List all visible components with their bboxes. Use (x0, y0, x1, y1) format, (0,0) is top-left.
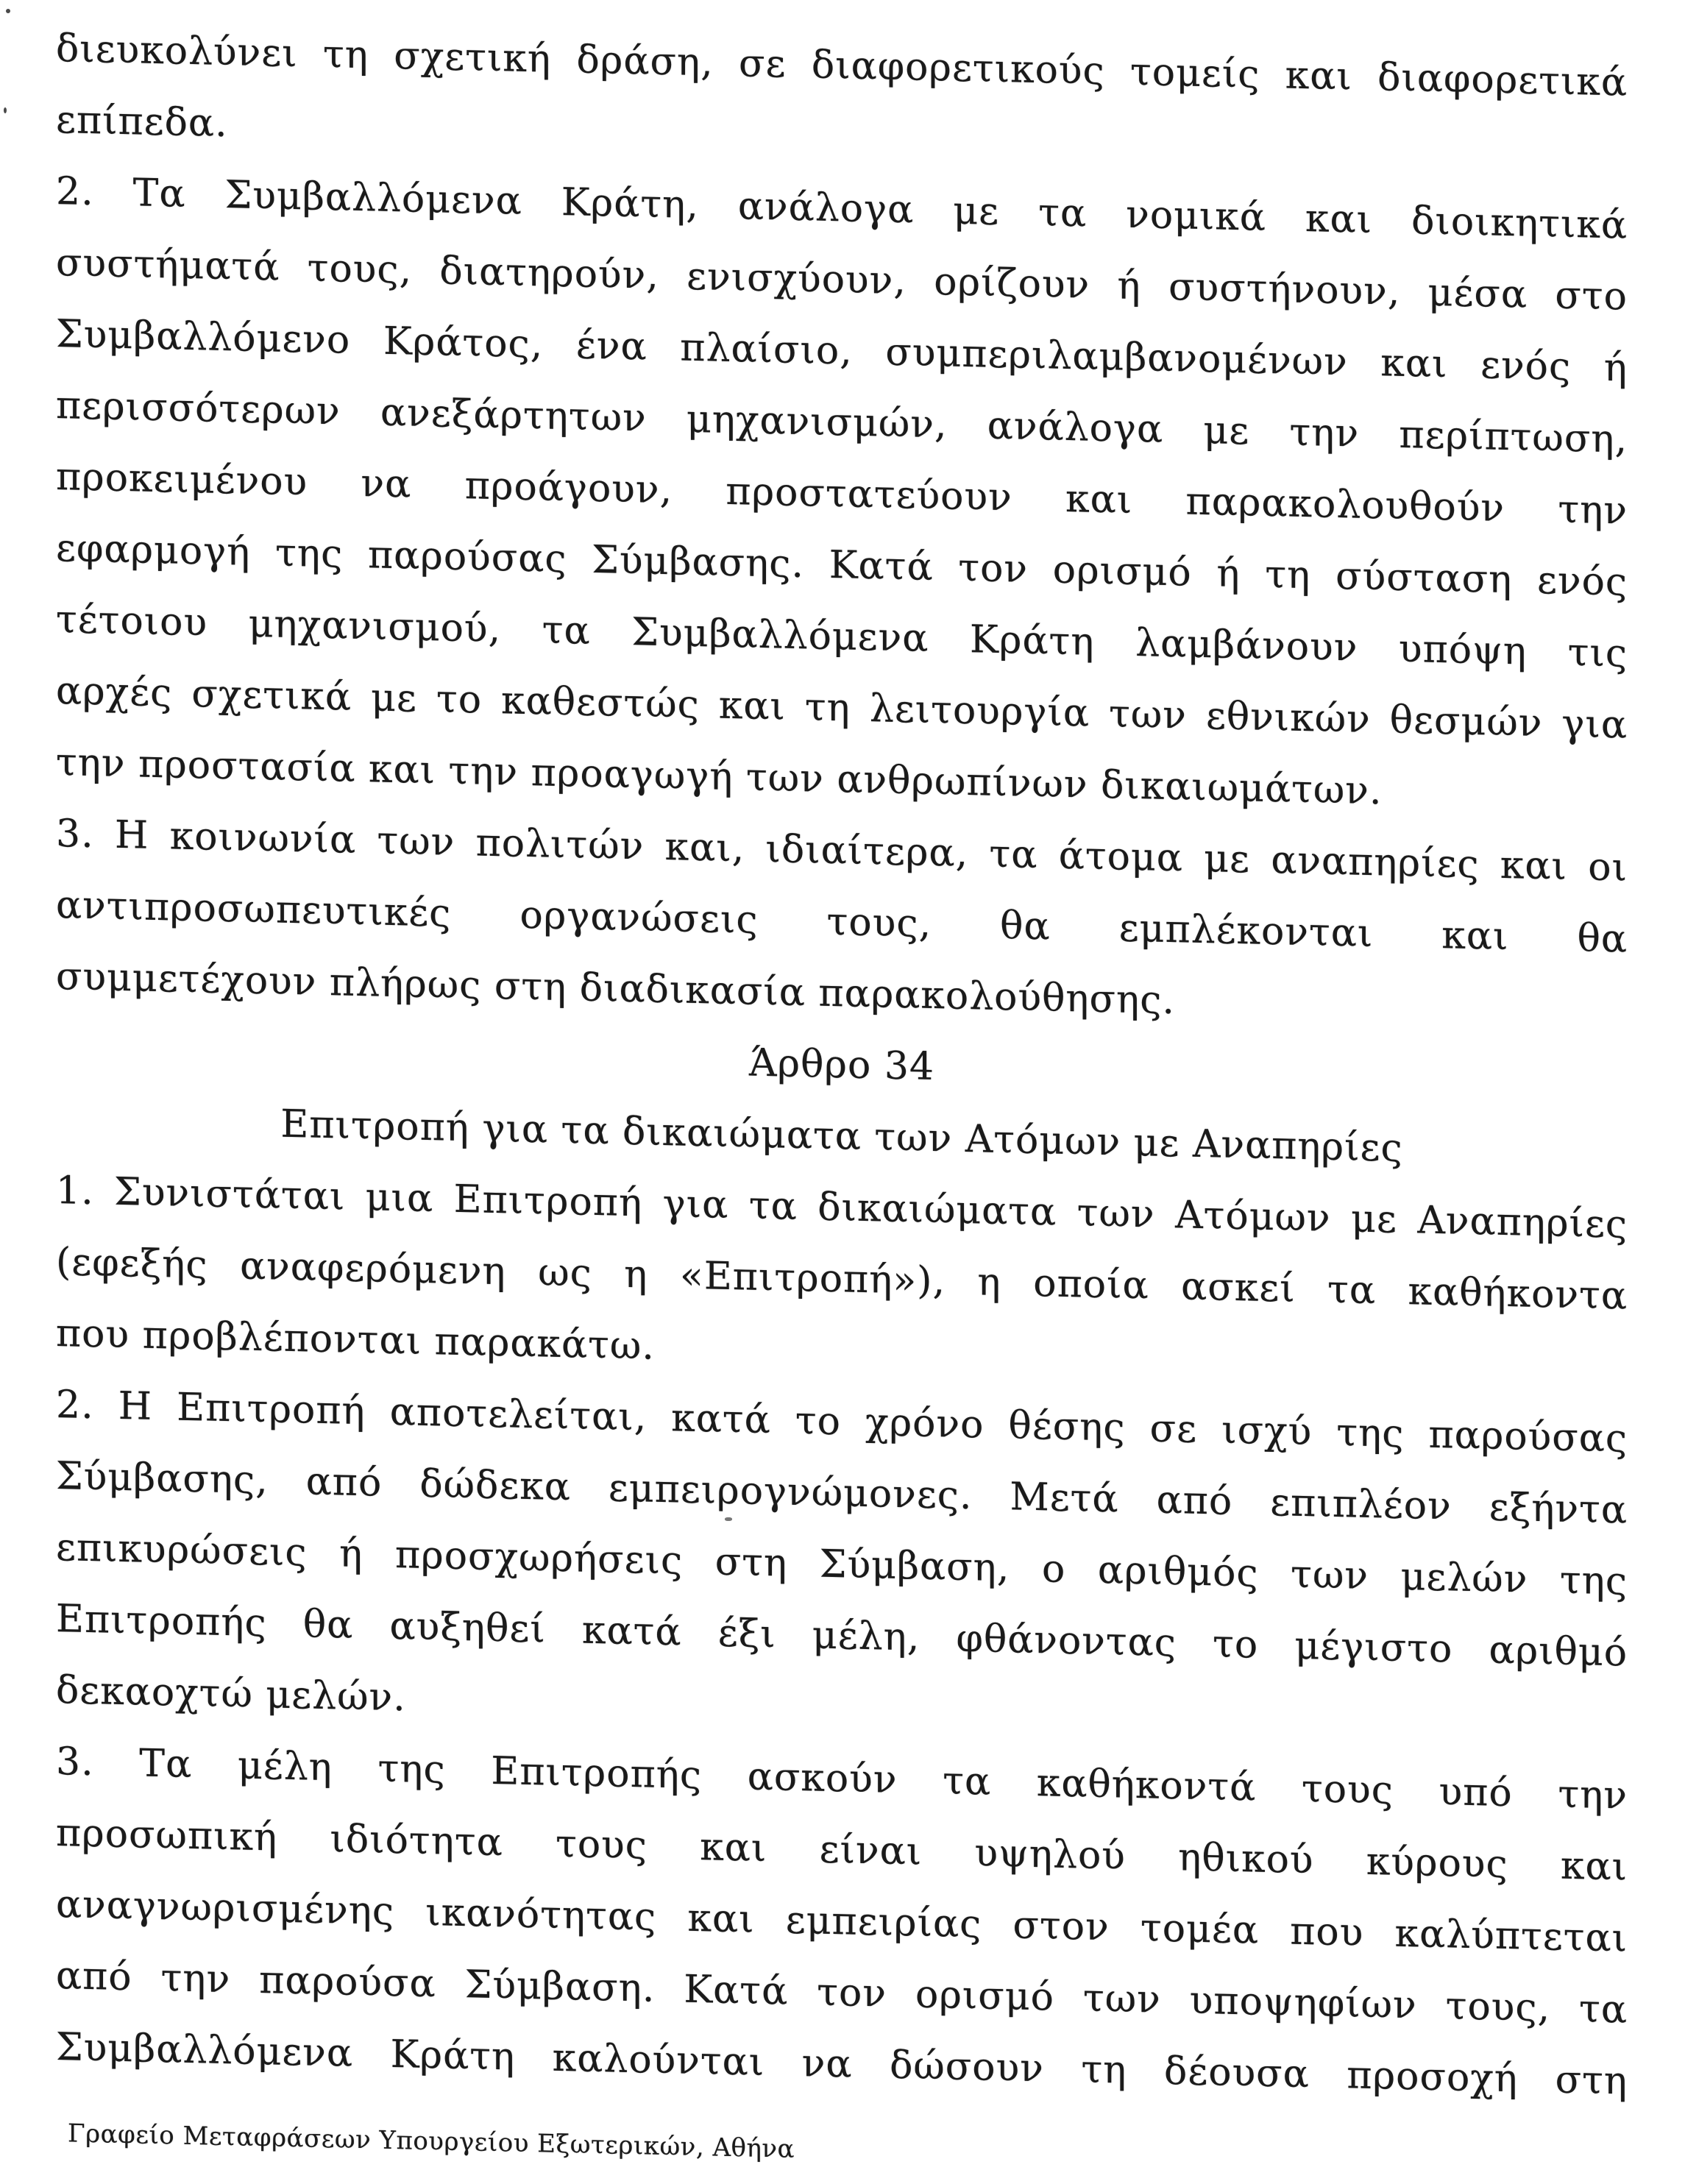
text-line: περισσότερων ανεξάρτητων μηχανισμών, ανάλογα με την περίπτωση, (56, 383, 1628, 462)
text-line: επικυρώσεις ή προσχωρήσεις στη Σύμβαση, ο αριθμός των μελών της (56, 1525, 1628, 1604)
text-line: διευκολύνει τη σχετική δράση, σε διαφορετικούς τομείς και διαφορετικά (56, 26, 1628, 105)
text-line: δεκαοχτώ μελών. (56, 1668, 406, 1720)
text-line: αντιπροσωπευτικές οργανώσεις τους, θα εμπλέκονται και θα (56, 883, 1628, 962)
text-line: Συμβαλλόμενο Κράτος, ένα πλαίσιο, συμπεριλαμβανομένων και ενός ή (56, 312, 1628, 391)
text-line: προσωπική ιδιότητα τους και είναι υψηλού ηθικού κύρους και (56, 1811, 1628, 1890)
text-line: Σύμβασης, από δώδεκα εμπειρογνώμονες. Μετά από επιπλέον εξήντα (56, 1454, 1628, 1533)
text-line: που προβλέπονται παρακάτω. (56, 1311, 655, 1369)
text-line: (εφεξής αναφερόμενη ως η «Επιτροπή»), η οποία ασκεί τα καθήκοντα (56, 1240, 1628, 1319)
text-line: Επιτροπής θα αυξηθεί κατά έξι μέλη, φθάνοντας το μέγιστο αριθμό (56, 1597, 1628, 1676)
text-line: 3. Η κοινωνία των πολιτών και, ιδιαίτερα, τα άτομα με αναπηρίες και οι (56, 812, 1628, 890)
scan-speck (6, 9, 10, 13)
text-line: 1. Συνιστάται μια Επιτροπή για τα δικαιώματα των Ατόμων με Αναπηρίες (56, 1169, 1628, 1247)
text-line: αναγνωρισμένης ικανότητας και εμπειρίας στον τομέα που καλύπτεται (56, 1882, 1628, 1961)
footer-note: Γραφείο Μεταφράσεων Υπουργείου Εξωτερικών, Αθήνα (68, 2119, 795, 2164)
scan-speck (4, 107, 7, 113)
text-line: 3. Τα μέλη της Επιτροπής ασκούν τα καθήκοντά τους υπό την (56, 1740, 1628, 1818)
text-line: εφαρμογή της παρούσας Σύμβασης. Κατά τον ορισμό ή τη σύσταση ενός (56, 526, 1628, 605)
text-line: από την παρούσα Σύμβαση. Κατά τον ορισμό των υποψηφίων τους, τα (56, 1954, 1628, 2032)
text-line: την προστασία και την προαγωγή των ανθρωπίνων δικαιωμάτων. (56, 740, 1383, 814)
text-line: συστήματά τους, διατηρούν, ενισχύουν, ορίζουν ή συστήνουν, μέσα στο (56, 241, 1628, 319)
text-line: προκειμένου να προάγουν, προστατεύουν και παρακολουθούν την (56, 455, 1628, 533)
text-line: Επιτροπή για τα δικαιώματα των Ατόμων με Αναπηρίες (280, 1102, 1403, 1171)
text-line: Συμβαλλόμενα Κράτη καλούνται να δώσουν τη δέουσα προσοχή στη (56, 2025, 1628, 2104)
text-line: Άρθρο 34 (748, 1040, 934, 1090)
document-text-block (56, 13, 1628, 2184)
text-line: επίπεδα. (56, 98, 228, 146)
text-line: 2. Η Επιτροπή αποτελείται, κατά το χρόνο θέσης σε ισχύ της παρούσας (56, 1383, 1628, 1461)
text-line: συμμετέχουν πλήρως στη διαδικασία παρακολούθησης. (56, 954, 1175, 1024)
text-line: τέτοιου μηχανισμού, τα Συμβαλλόμενα Κράτη λαμβάνουν υπόψη τις (56, 598, 1628, 676)
text-line: 2. Τα Συμβαλλόμενα Κράτη, ανάλογα με τα νομικά και διοικητικά (56, 169, 1628, 248)
text-line: αρχές σχετικά με το καθεστώς και τη λειτουργία των εθνικών θεσμών για (56, 669, 1628, 748)
